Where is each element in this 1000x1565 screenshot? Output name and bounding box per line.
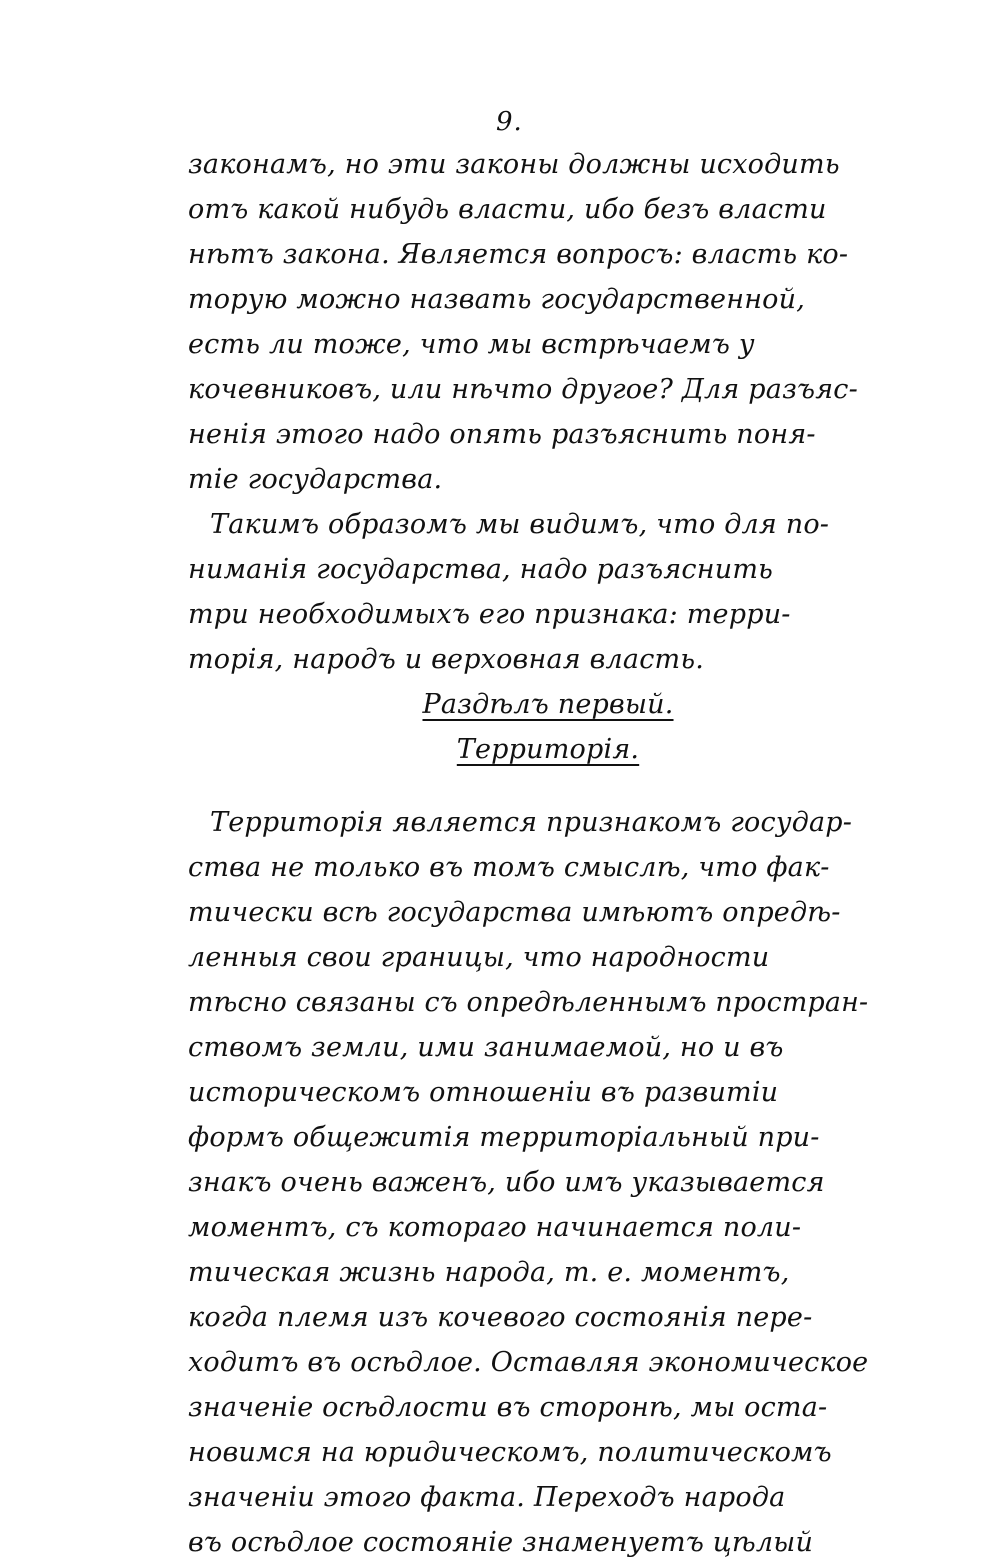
text-line: тически всѣ государства имѣютъ опредѣ- [188,897,841,928]
text-line: ленныя свои границы, что народности [188,942,770,973]
text-line: когда племя изъ кочевого состоянія пере- [188,1302,813,1333]
text-line: тѣсно связаны съ опредѣленнымъ простран- [188,987,869,1018]
text-line: ства не только въ томъ смыслѣ, что фак- [188,852,830,883]
text-line: ненія этого надо опять разъяснить поня- [188,419,816,450]
handwritten-text [188,142,868,1565]
text-line: тическая жизнь народа, т. е. моментъ, [188,1257,790,1288]
text-line: законамъ, но эти законы должны исходить [188,149,840,180]
text-line: значеніи этого факта. Переходъ народа [188,1482,786,1513]
text-line: есть ли тоже, что мы встрѣчаемъ у [188,329,755,360]
page-number: 9. [496,107,523,137]
text-line: ходитъ въ осѣдлое. Оставляя экономическое [188,1347,869,1378]
text-line: историческомъ отношеніи въ развитіи [188,1077,779,1108]
text-line: новимся на юридическомъ, политическомъ [188,1437,832,1468]
text-line: значеніе осѣдлости въ сторонѣ, мы оста- [188,1392,828,1423]
text-line: Такимъ образомъ мы видимъ, что для по- [210,509,830,540]
text-line: отъ какой нибудь власти, ибо безъ власти [188,194,827,225]
text-line: въ осѣдлое состояніе знаменуетъ цѣлый [188,1527,814,1558]
text-line: кочевниковъ, или нѣчто другое? Для разъяс- [188,374,858,405]
text-line: формъ общежитія территоріальный при- [188,1122,820,1153]
text-line: ниманія государства, надо разъяснить [188,554,774,585]
text-line: нѣтъ закона. Является вопросъ: власть ко- [188,239,849,270]
text-line: три необходимыхъ его признака: терри- [188,599,791,630]
text-line: моментъ, съ котораго начинается поли- [188,1212,802,1243]
text-line: торія, народъ и верховная власть. [188,644,705,675]
spacer [188,772,868,800]
section-subtitle: Территорія. [456,734,640,765]
text-line: торую можно назвать государственной, [188,284,806,315]
text-line: знакъ очень важенъ, ибо имъ указывается [188,1167,825,1198]
text-line: ствомъ земли, ими занимаемой, но и въ [188,1032,784,1063]
section-title: Раздѣлъ первый. [422,689,674,720]
text-line: тіе государства. [188,464,443,495]
text-line: Территорія является признакомъ государ- [210,807,853,838]
